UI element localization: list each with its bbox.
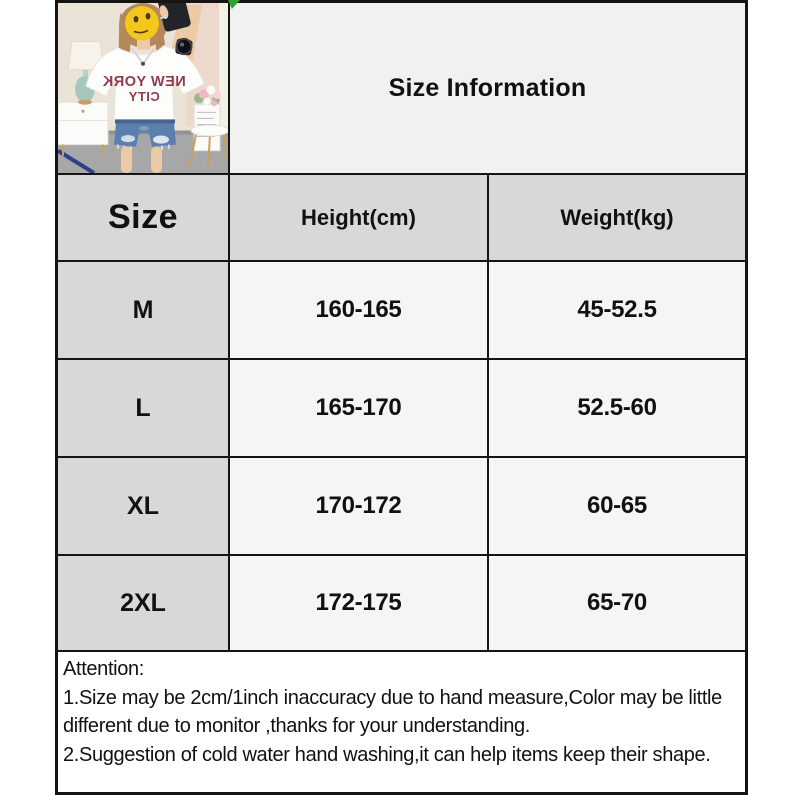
emoji-face-icon: [125, 6, 159, 40]
size-row-label-xl: XL: [58, 458, 230, 556]
weight-value-l: 52.5-60: [489, 360, 745, 458]
height-value-l: 165-170: [230, 360, 489, 458]
attention-note: [58, 652, 745, 792]
weight-value-xl: 60-65: [489, 458, 745, 556]
page-title: Size Information: [388, 73, 587, 102]
size-row-label-l: L: [58, 360, 230, 458]
green-corner-marker-icon: [228, 0, 240, 9]
height-value-2xl: 172-175: [230, 556, 489, 652]
leg: [151, 147, 162, 173]
selfie-photo-illustration: [58, 3, 228, 173]
weight-value-2xl: 65-70: [489, 556, 745, 652]
product-photo: [58, 3, 230, 175]
leg: [121, 147, 132, 173]
size-row-label-m: M: [58, 262, 230, 360]
column-header-size: Size: [58, 175, 230, 262]
tshirt-text-line1: NEW YORK: [102, 73, 186, 90]
attention-note-2: 2.Suggestion of cold water hand washing,it can help items keep their shape.: [63, 743, 711, 766]
weight-value-m: 45-52.5: [489, 262, 745, 360]
attention-note-1: 1.Size may be 2cm/1inch inaccuracy due to hand measure,Color may be little different due to monitor ,thanks for your understanding.: [63, 686, 722, 737]
watch-icon: [175, 38, 193, 55]
attention-heading: Attention:: [63, 658, 145, 680]
height-value-m: 160-165: [230, 262, 489, 360]
flower-bouquet: [194, 85, 221, 150]
size-info-header: [230, 3, 745, 175]
tshirt-text-line2: CITY: [128, 89, 160, 105]
height-value-xl: 170-172: [230, 458, 489, 556]
size-row-label-2xl: 2XL: [58, 556, 230, 652]
column-header-weight: Weight(kg): [489, 175, 745, 262]
size-chart-sheet: [55, 0, 748, 795]
column-header-height: Height(cm): [230, 175, 489, 262]
